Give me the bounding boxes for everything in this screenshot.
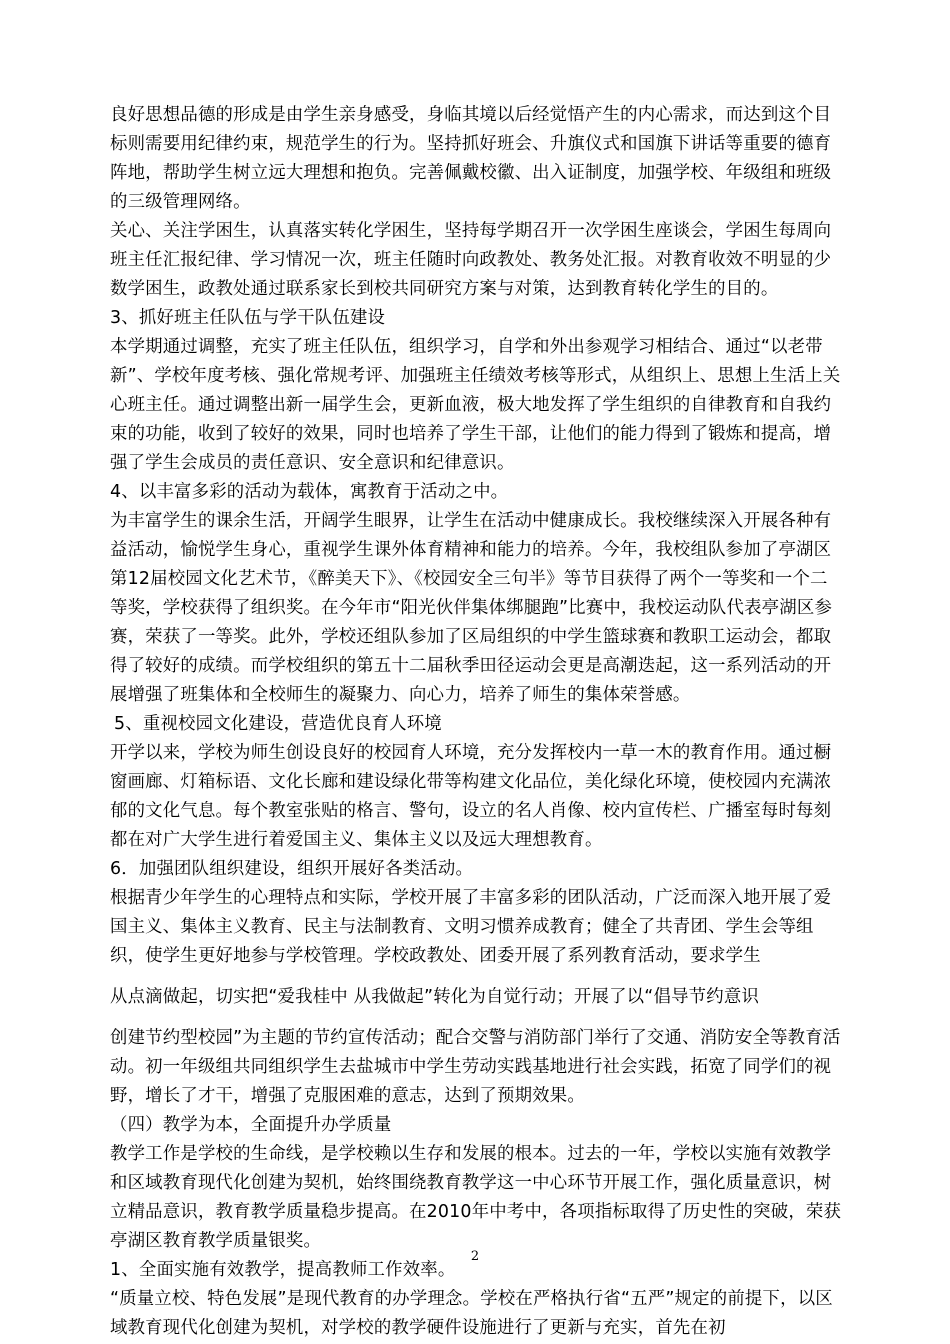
page-number: 2 — [470, 1249, 480, 1264]
section-heading: 5、重视校园文化建设，营造优良育人环境 — [114, 714, 442, 734]
section-heading: （四）教学为本，全面提升办学质量 — [110, 1115, 392, 1135]
paragraph: 良好思想品德的形成是由学生亲身感受，身临其境以后经觉悟产生的内心需求，而达到这个目标则需要用纪律约束，规范学生的行为。坚持抓好班会、升旗仪式和国旗下讲话等重要的德育阵地，帮助学生树立远大理想和抱负。完善佩戴校徽、出入证制度，加强学校、年级组和班级的三级管理网络。 — [110, 105, 832, 212]
section-heading: 6．加强团队组织建设，组织开展好各类活动。 — [110, 859, 474, 879]
paragraph: 为丰富学生的课余生活，开阔学生眼界，让学生在活动中健康成长。我校继续深入开展各种有益活动，愉悦学生身心，重视学生课外体育精神和能力的培养。今年，我校组队参加了亭湖区第12届校园文化艺术节，《醉美天下》、《校园安全三句半》等节目获得了两个一等奖和一个二等奖，学校获得了组织奖。在今年市“阳光伙伴集体绑腿跑”比赛中，我校运动队代表亭湖区参赛，荣获了一等奖。此外，学校还组队参加了区局组织的中学生篮球赛和教职工运动会，都取得了较好的成绩。而学校组织的第五十二届秋季田径运动会更是高潮迭起，这一系列活动的开展增强了班集体和全校师生的凝聚力、向心力，培养了师生的集体荣誉感。 — [110, 511, 833, 705]
paragraph: 关心、关注学困生，认真落实转化学困生，坚持每学期召开一次学困生座谈会，学困生每周向班主任汇报纪律、学习情况一次，班主任随时向政教处、教务处汇报。对教育收效不明显的少数学困生，政教处通过联系家长到校共同研究方案与对策，达到教育转化学生的目的。 — [110, 221, 832, 299]
paragraph: “质量立校、特色发展”是现代教育的办学理念。学校在严格执行省“五严”规定的前提下，以区域教育现代化创建为契机，对学校的教学硬件设施进行了更新与充实，首先在初 — [110, 1289, 833, 1338]
section-heading: 1、全面实施有效教学，提高教师工作效率。 — [110, 1260, 456, 1280]
paragraph: 创建节约型校园”为主题的节约宣传活动；配合交警与消防部门举行了交通、消防安全等教育活动。初一年级组共同组织学生去盐城市中学生劳动实践基地进行社会实践，拓宽了同学们的视野，增长了才干，增强了克服困难的意志，达到了预期效果。 — [110, 1028, 841, 1106]
paragraph: 教学工作是学校的生命线，是学校赖以生存和发展的根本。过去的一年，学校以实施有效教学和区域教育现代化创建为契机，始终围绕教育教学这一中心环节开展工作，强化质量意识，树立精品意识，教育教学质量稳步提高。在2010年中考中，各项指标取得了历史性的突破，荣获亭湖区教育教学质量银奖。 — [110, 1144, 842, 1251]
paragraph: 本学期通过调整，充实了班主任队伍，组织学习，自学和外出参观学习相结合、通过“以老带新”、学校年度考核、强化常规考评、加强班主任绩效考核等形式，从组织上、思想上生活上关心班主任。通过调整出新一届学生会，更新血液，极大地发挥了学生组织的自律教育和自我约束的功能，收到了较好的效果，同时也培养了学生干部，让他们的能力得到了锻炼和提高，增强了学生会成员的责任意识、安全意识和纪律意识。 — [110, 337, 841, 473]
paragraph: 根据青少年学生的心理特点和实际，学校开展了丰富多彩的团队活动，广泛而深入地开展了爱国主义、集体主义教育、民主与法制教育、文明习惯养成教育；健全了共青团、学生会等组织，使学生更好地参与学校管理。学校政教处、团委开展了系列教育活动，要求学生 — [110, 888, 832, 966]
section-heading: 3、抓好班主任队伍与学干队伍建设 — [110, 308, 386, 328]
paragraph: 从点滴做起，切实把“爱我桂中 从我做起”转化为自觉行动；开展了以“倡导节约意识 — [110, 987, 760, 1007]
document-body — [110, 101, 844, 1343]
section-heading: 4、以丰富多彩的活动为载体，寓教育于活动之中。 — [110, 482, 509, 502]
paragraph: 开学以来，学校为师生创设良好的校园育人环境，充分发挥校内一草一木的教育作用。通过橱窗画廊、灯箱标语、文化长廊和建设绿化带等构建文化品位，美化绿化环境，使校园内充满浓郁的文化气息。每个教室张贴的格言、警句，设立的名人肖像、校内宣传栏、广播室每时每刻都在对广大学生进行着爱国主义、集体主义以及远大理想教育。 — [110, 743, 832, 850]
